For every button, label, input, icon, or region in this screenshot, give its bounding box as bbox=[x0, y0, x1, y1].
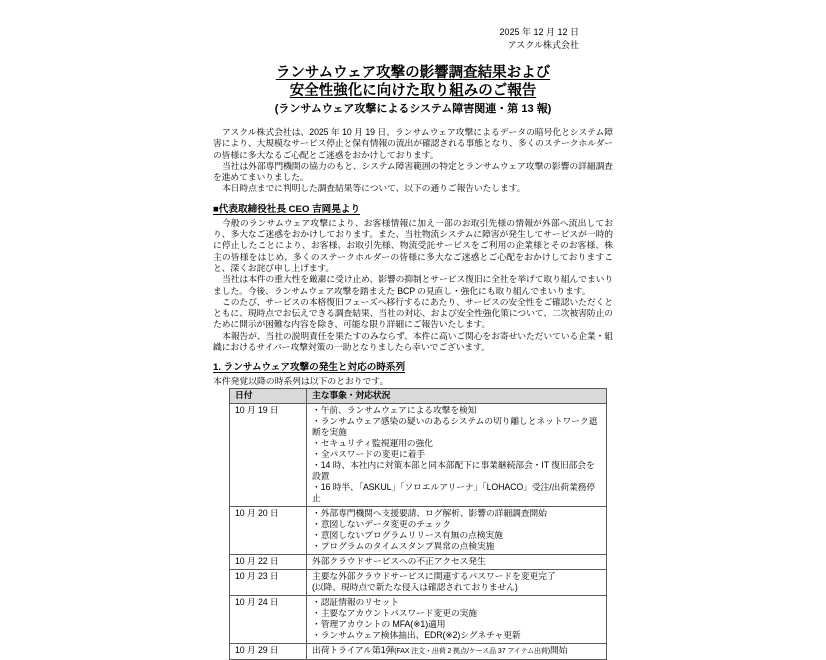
table-row bbox=[230, 569, 607, 595]
table-header-row bbox=[230, 388, 607, 403]
timeline-section-heading: 1. ランサムウェア攻撃の発生と対応の時系列 bbox=[213, 362, 406, 374]
date-cell: 10 月 20 日 bbox=[230, 506, 307, 554]
timeline-section bbox=[213, 362, 613, 660]
events-cell bbox=[307, 403, 607, 506]
event-line: ・意図しないプログラムリリース有無の点検実施 bbox=[312, 530, 503, 541]
title-line-1: ランサムウェア攻撃の影響調査結果および bbox=[275, 65, 551, 81]
timeline-lead: 本件発覚以降の時系列は以下のとおりです。 bbox=[213, 376, 389, 387]
events-cell bbox=[307, 554, 607, 569]
event-detail-small-text: (FAX 注文・出荷 2 拠点/ケース品 37 アイテム出荷) bbox=[394, 648, 550, 656]
events-cell bbox=[307, 595, 607, 643]
table-row bbox=[230, 643, 607, 659]
ceo-message-section bbox=[213, 204, 613, 354]
table-row bbox=[230, 506, 607, 554]
table-row bbox=[230, 595, 607, 643]
date-cell: 10 月 24 日 bbox=[230, 595, 307, 643]
event-line: ・意図しないデータ変更のチェック bbox=[312, 519, 451, 530]
column-header-events: 主な事象・対応状況 bbox=[307, 388, 607, 403]
date-cell: 10 月 22 日 bbox=[230, 554, 307, 569]
table-row bbox=[230, 554, 607, 569]
event-line: ・全パスワードの変更に着手 bbox=[312, 449, 426, 460]
ceo-paragraph: 当社は本件の重大性を厳粛に受け止め、影響の抑制とサービス復旧に全社を挙げて取り組んでまいりました。今後、ランサムウェア攻撃を踏まえた BCP の見直し・強化にも取り組んでまいります。 bbox=[213, 274, 614, 296]
timeline-table bbox=[229, 388, 607, 660]
date-cell: 10 月 23 日 bbox=[230, 569, 307, 595]
ceo-paragraph: 本報告が、当社の説明責任を果たすのみならず、本件に高いご関心をお寄せいただいている企業・組織におけるサイバー攻撃対策の一助となりましたら幸いでございます。 bbox=[213, 330, 613, 353]
events-cell bbox=[307, 506, 607, 554]
title-subtitle: (ランサムウェア攻撃によるシステム障害関連・第 13 報) bbox=[274, 103, 552, 115]
company-name: アスクル株式会社 bbox=[507, 40, 579, 50]
intro-paragraph: アスクル株式会社は、2025 年 10 月 19 日、ランサムウェア攻撃によるデータの暗号化とシステム障害により、大規模なサービス停止と保有情報の流出が確認される事態となり、多くのステークホルダーの皆様に多大なるご心配とご迷惑をおかけしております。 bbox=[213, 127, 613, 160]
events-cell bbox=[307, 643, 607, 659]
event-line: ・管理アカウントの MFA(※1)適用 bbox=[312, 619, 446, 630]
event-line: ・14 時、本社内に対策本部と同本部配下に事業継続部会・IT 復旧部会を設置 bbox=[312, 460, 595, 482]
document-meta bbox=[213, 26, 613, 52]
ceo-section-heading: ■代表取締役社長 CEO 吉岡晃より bbox=[213, 203, 361, 215]
events-cell bbox=[307, 569, 607, 595]
event-line: ・セキュリティ監視運用の強化 bbox=[312, 438, 433, 449]
document-date: 2025 年 12 月 12 日 bbox=[499, 27, 579, 37]
intro-paragraph: 当社は外部専門機関の協力のもと、システム障害範囲の特定とランサムウェア攻撃の影響の詳細調査を進めてまいりました。 bbox=[213, 160, 613, 183]
ceo-paragraph: このたび、サービスの本格復旧フェーズへ移行するにあたり、サービスの安全性をご確認いただくとともに、現時点でお伝えできる調査結果、当社の対応、および安全性強化策について、二次被害防止のために開示が困難な内容を除き、可能な限り詳細にご報告いたします。 bbox=[213, 296, 613, 330]
event-line: ・ランサムウェア検体抽出、EDR(※2)シグネチャ更新 bbox=[312, 630, 521, 641]
event-line: 外部クラウドサービスへの不正アクセス発生 bbox=[312, 556, 486, 567]
event-line: ・ランサムウェア感染の疑いのあるシステムの切り離しとネットワーク遮断を実施 bbox=[312, 416, 598, 438]
event-line: ・16 時半、「ASKUL」「ソロエルアリーナ」「LOHACO」受注/出荷業務停止 bbox=[312, 482, 596, 504]
event-line bbox=[312, 645, 601, 657]
event-line: 主要な外部クラウドサービスに関連するパスワードを変更完了 bbox=[312, 571, 556, 582]
event-line: ・認証情報のリセット bbox=[312, 597, 399, 608]
intro-paragraph: 本日時点までに判明した調査結果等について、以下の通りご報告いたします。 bbox=[222, 183, 526, 194]
document-title bbox=[213, 65, 613, 116]
event-line: ・プログラムのタイムスタンプ異常の点検実施 bbox=[312, 541, 495, 552]
column-header-date: 日付 bbox=[230, 388, 307, 403]
intro-section bbox=[213, 127, 613, 195]
event-text: 出荷トライアル第1弾 bbox=[312, 645, 395, 656]
date-cell: 10 月 19 日 bbox=[230, 403, 307, 506]
press-release-document bbox=[213, 0, 613, 660]
event-text: 開始 bbox=[550, 645, 568, 656]
ceo-paragraph: 今般のランサムウェア攻撃により、お客様情報に加え一部のお取引先様の情報が外部へ流出しており、多大なご迷惑をおかけしております。また、当社物流システムに障害が発生してサービスが一時的に停止したことにより、お客様、お取引先様、物流受託サービスをご利用の企業様とそのお客様、株主の皆様をはじめ、多くのステークホルダーの皆様に多大なご迷惑とご心配をおかけしておりますこと、深くお詫び申し上げます。 bbox=[213, 217, 613, 273]
date-cell: 10 月 29 日 bbox=[230, 643, 307, 659]
title-line-2: 安全性強化に向けた取り組みのご報告 bbox=[289, 82, 537, 99]
table-row bbox=[230, 403, 607, 506]
event-line: ・外部専門機関へ支援要請、ログ解析、影響の詳細調査開始 bbox=[312, 508, 547, 519]
event-line: (以降、現時点で新たな侵入は確認されておりません) bbox=[312, 582, 518, 593]
event-line: ・主要なアカウントパスワード変更の実施 bbox=[312, 608, 477, 619]
event-line: ・午前、ランサムウェアによる攻撃を検知 bbox=[312, 405, 477, 416]
